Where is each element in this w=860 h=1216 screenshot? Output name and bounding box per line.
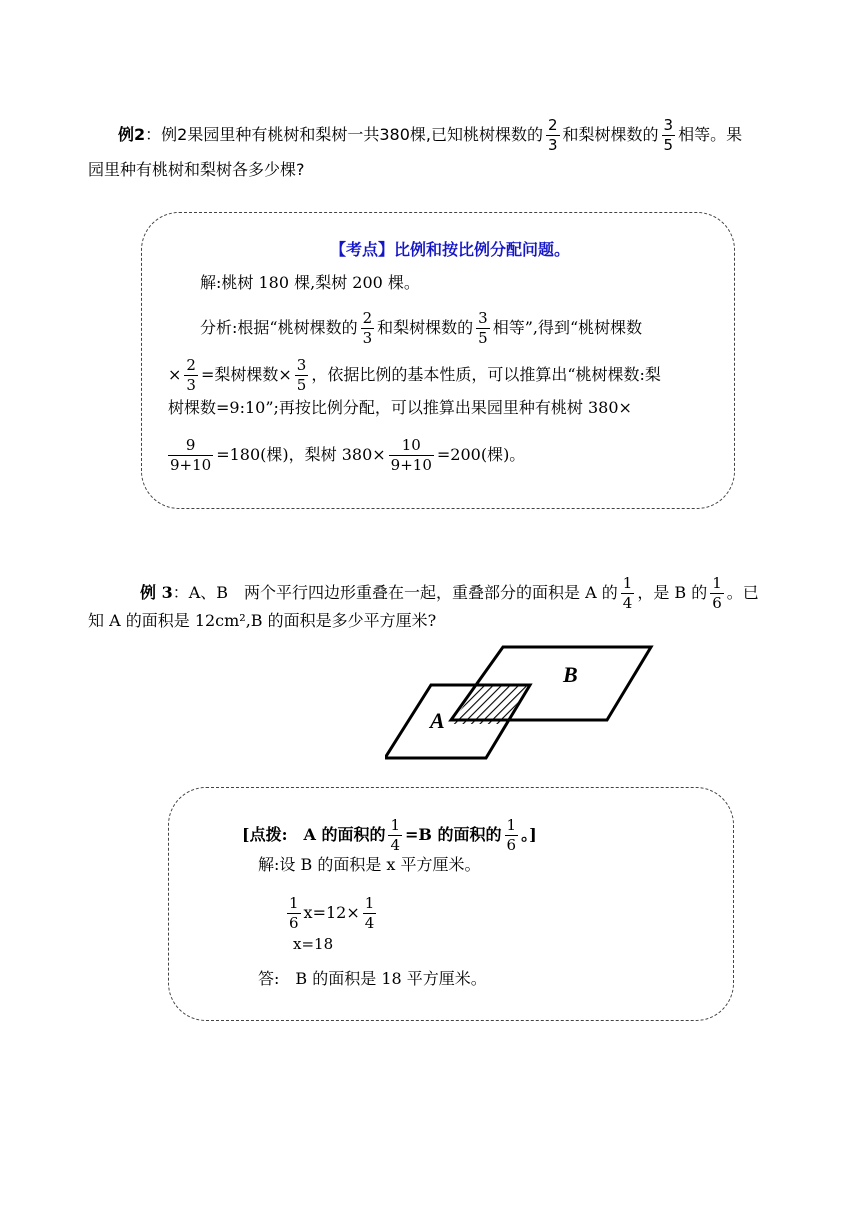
fraction: $\frac{2}{3}$ [186, 356, 196, 394]
fraction: $\frac{1}{4}$ [622, 574, 633, 612]
fraction: $\frac{10}{9+10}$ [390, 436, 432, 474]
analysis-line2: × $\frac{2}{3}$ =梨树棵数× $\frac{3}{5}$ ，依据比例的基本性质，可以推算出“桃树棵数:梨 [168, 356, 661, 394]
example3-label: 例 3 [140, 583, 173, 602]
example2-line2: 园里种有桃树和梨树各多少棵? [88, 160, 305, 179]
example3-line2: 知 A 的面积是 12cm²,B 的面积是多少平方厘米? [88, 611, 437, 630]
analysis-line4: $\frac{9}{9+10}$ =180(棵)，梨树 380× $\frac{10}{9+10}$ =200(棵)。 [170, 436, 526, 474]
fraction: $\frac{1}{6}$ [289, 894, 299, 932]
solution-setup: 解:设 B 的面积是 x 平方厘米。 [258, 855, 481, 874]
equation-line2: x=18 [293, 935, 334, 953]
example2-line1: 例2：例2果园里种有桃树和梨树一共380棵,已知桃树棵数的 $\frac{2}{3}$ 和梨树棵数的 $\frac{3}{5}$ 相等。果 [118, 116, 743, 154]
example2-label: 例2 [118, 125, 146, 144]
fraction: $\frac{2}{3}$ [362, 309, 373, 347]
example3-line1: 例 3：A、B 两个平行四边形重叠在一起，重叠部分的面积是 A 的 $\frac{1}{4}$ ，是 B 的 $\frac{1}{6}$ 。已 [140, 574, 759, 612]
fraction: $\frac{1}{4}$ [364, 894, 375, 932]
label-a: A [430, 708, 445, 733]
analysis-line3: 树棵数=9:10”;再按比例分配，可以推算出果园里种有桃树 380× [168, 398, 632, 417]
solution-answer: 答: B 的面积是 18 平方厘米。 [258, 969, 487, 988]
example2-frac-2-3: $\frac{2}{3}$ [547, 116, 558, 154]
fraction: $\frac{1}{4}$ [390, 816, 401, 854]
label-b: B [563, 662, 578, 687]
hint-line: [点拨: A 的面积的 $\frac{1}{4}$ =B 的面积的 $\frac{1}{6}$ 。] [242, 816, 537, 854]
fraction: $\frac{3}{5}$ [296, 356, 307, 394]
analysis-heading: 【考点】比例和按比例分配问题。 [330, 240, 571, 259]
example2-text-a: 例2果园里种有桃树和梨树一共380棵,已知桃树棵数的 [161, 125, 543, 144]
example2-frac-3-5: $\frac{3}{5}$ [663, 116, 674, 154]
fraction: $\frac{9}{9+10}$ [170, 436, 212, 474]
fraction: $\frac{1}{6}$ [506, 816, 517, 854]
analysis-answer: 解:桃树 180 棵,梨树 200 棵。 [200, 273, 420, 292]
parallelograms-figure [385, 640, 665, 770]
equation-line1: $\frac{1}{6}$ x=12× $\frac{1}{4}$ [289, 894, 375, 932]
analysis-line1: 分析:根据“桃树棵数的 $\frac{2}{3}$ 和梨树棵数的 $\frac{3}{5}$ 相等”,得到“桃树棵数 [200, 309, 643, 347]
fraction: $\frac{1}{6}$ [712, 574, 722, 612]
fraction: $\frac{3}{5}$ [478, 309, 488, 347]
